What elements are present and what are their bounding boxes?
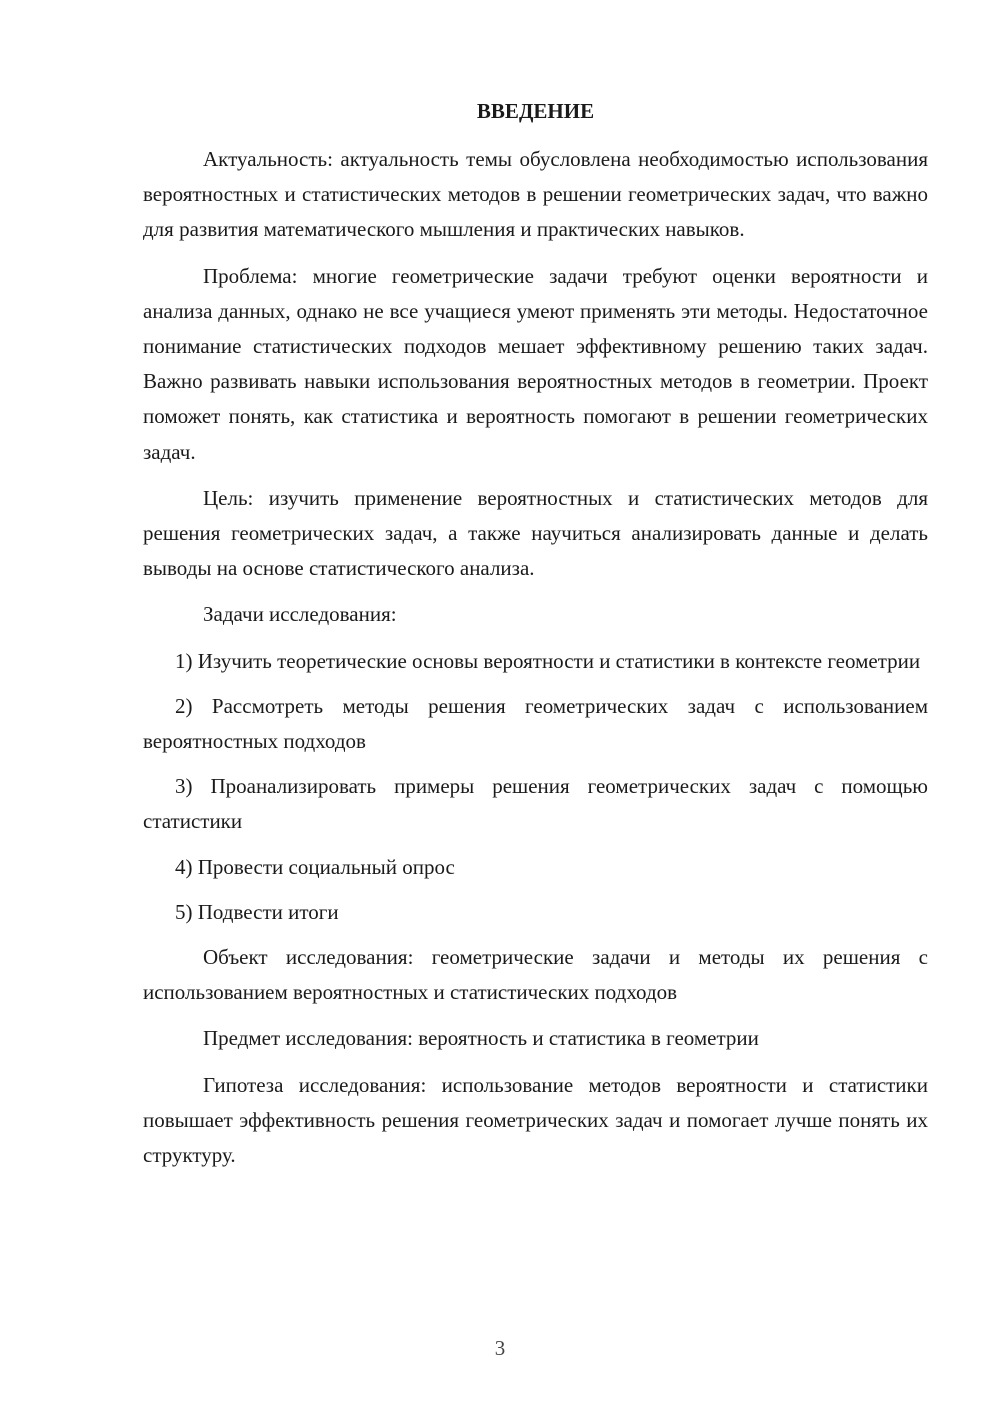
paragraph-relevance: Актуальность: актуальность темы обусловлена необходимостью использования вероятностных и статистических методов в решении геометрических задач, что важно для развития математического мышления и практических навыков.	[143, 147, 928, 242]
page-number: 3	[494, 1336, 506, 1360]
paragraph-hypothesis: Гипотеза исследования: использование методов вероятности и статистики повышает эффективность решения геометрических задач и помогает лучше понять их структуру.	[143, 1072, 928, 1168]
task-item-5: 5) Подвести итоги	[175, 899, 339, 924]
task-item-4: 4) Провести социальный опрос	[175, 854, 455, 879]
paragraph-problem: Проблема: многие геометрические задачи требуют оценки вероятности и анализа данных, однако не все учащиеся умеют применять эти методы. Недостаточное понимание статистических подходов мешает эффективному решению таких задач. Важно развивать навыки использования вероятностных методов в геометрии. Проект поможет понять, как статистика и вероятность помогают в решении геометрических задач.	[143, 263, 928, 464]
paragraph-object: Объект исследования: геометрические задачи и методы их решения с использованием вероятностных и статистических подходов	[143, 945, 928, 1005]
paragraph-goal: Цель: изучить применение вероятностных и статистических методов для решения геометрических задач, а также научиться анализировать данные и делать выводы на основе статистического анализа.	[143, 485, 928, 581]
task-item-1: 1) Изучить теоретические основы вероятности и статистики в контексте геометрии	[175, 648, 921, 673]
section-title: ВВЕДЕНИЕ	[476, 99, 595, 123]
document-page	[143, 96, 928, 1184]
task-item-3: 3) Проанализировать примеры решения геометрических задач с помощью статистики	[143, 774, 928, 834]
paragraph-subject: Предмет исследования: вероятность и статистика в геометрии	[203, 1026, 759, 1051]
task-item-2: 2) Рассмотреть методы решения геометрических задач с использованием вероятностных подходов	[143, 693, 928, 754]
tasks-heading: Задачи исследования:	[203, 602, 397, 627]
